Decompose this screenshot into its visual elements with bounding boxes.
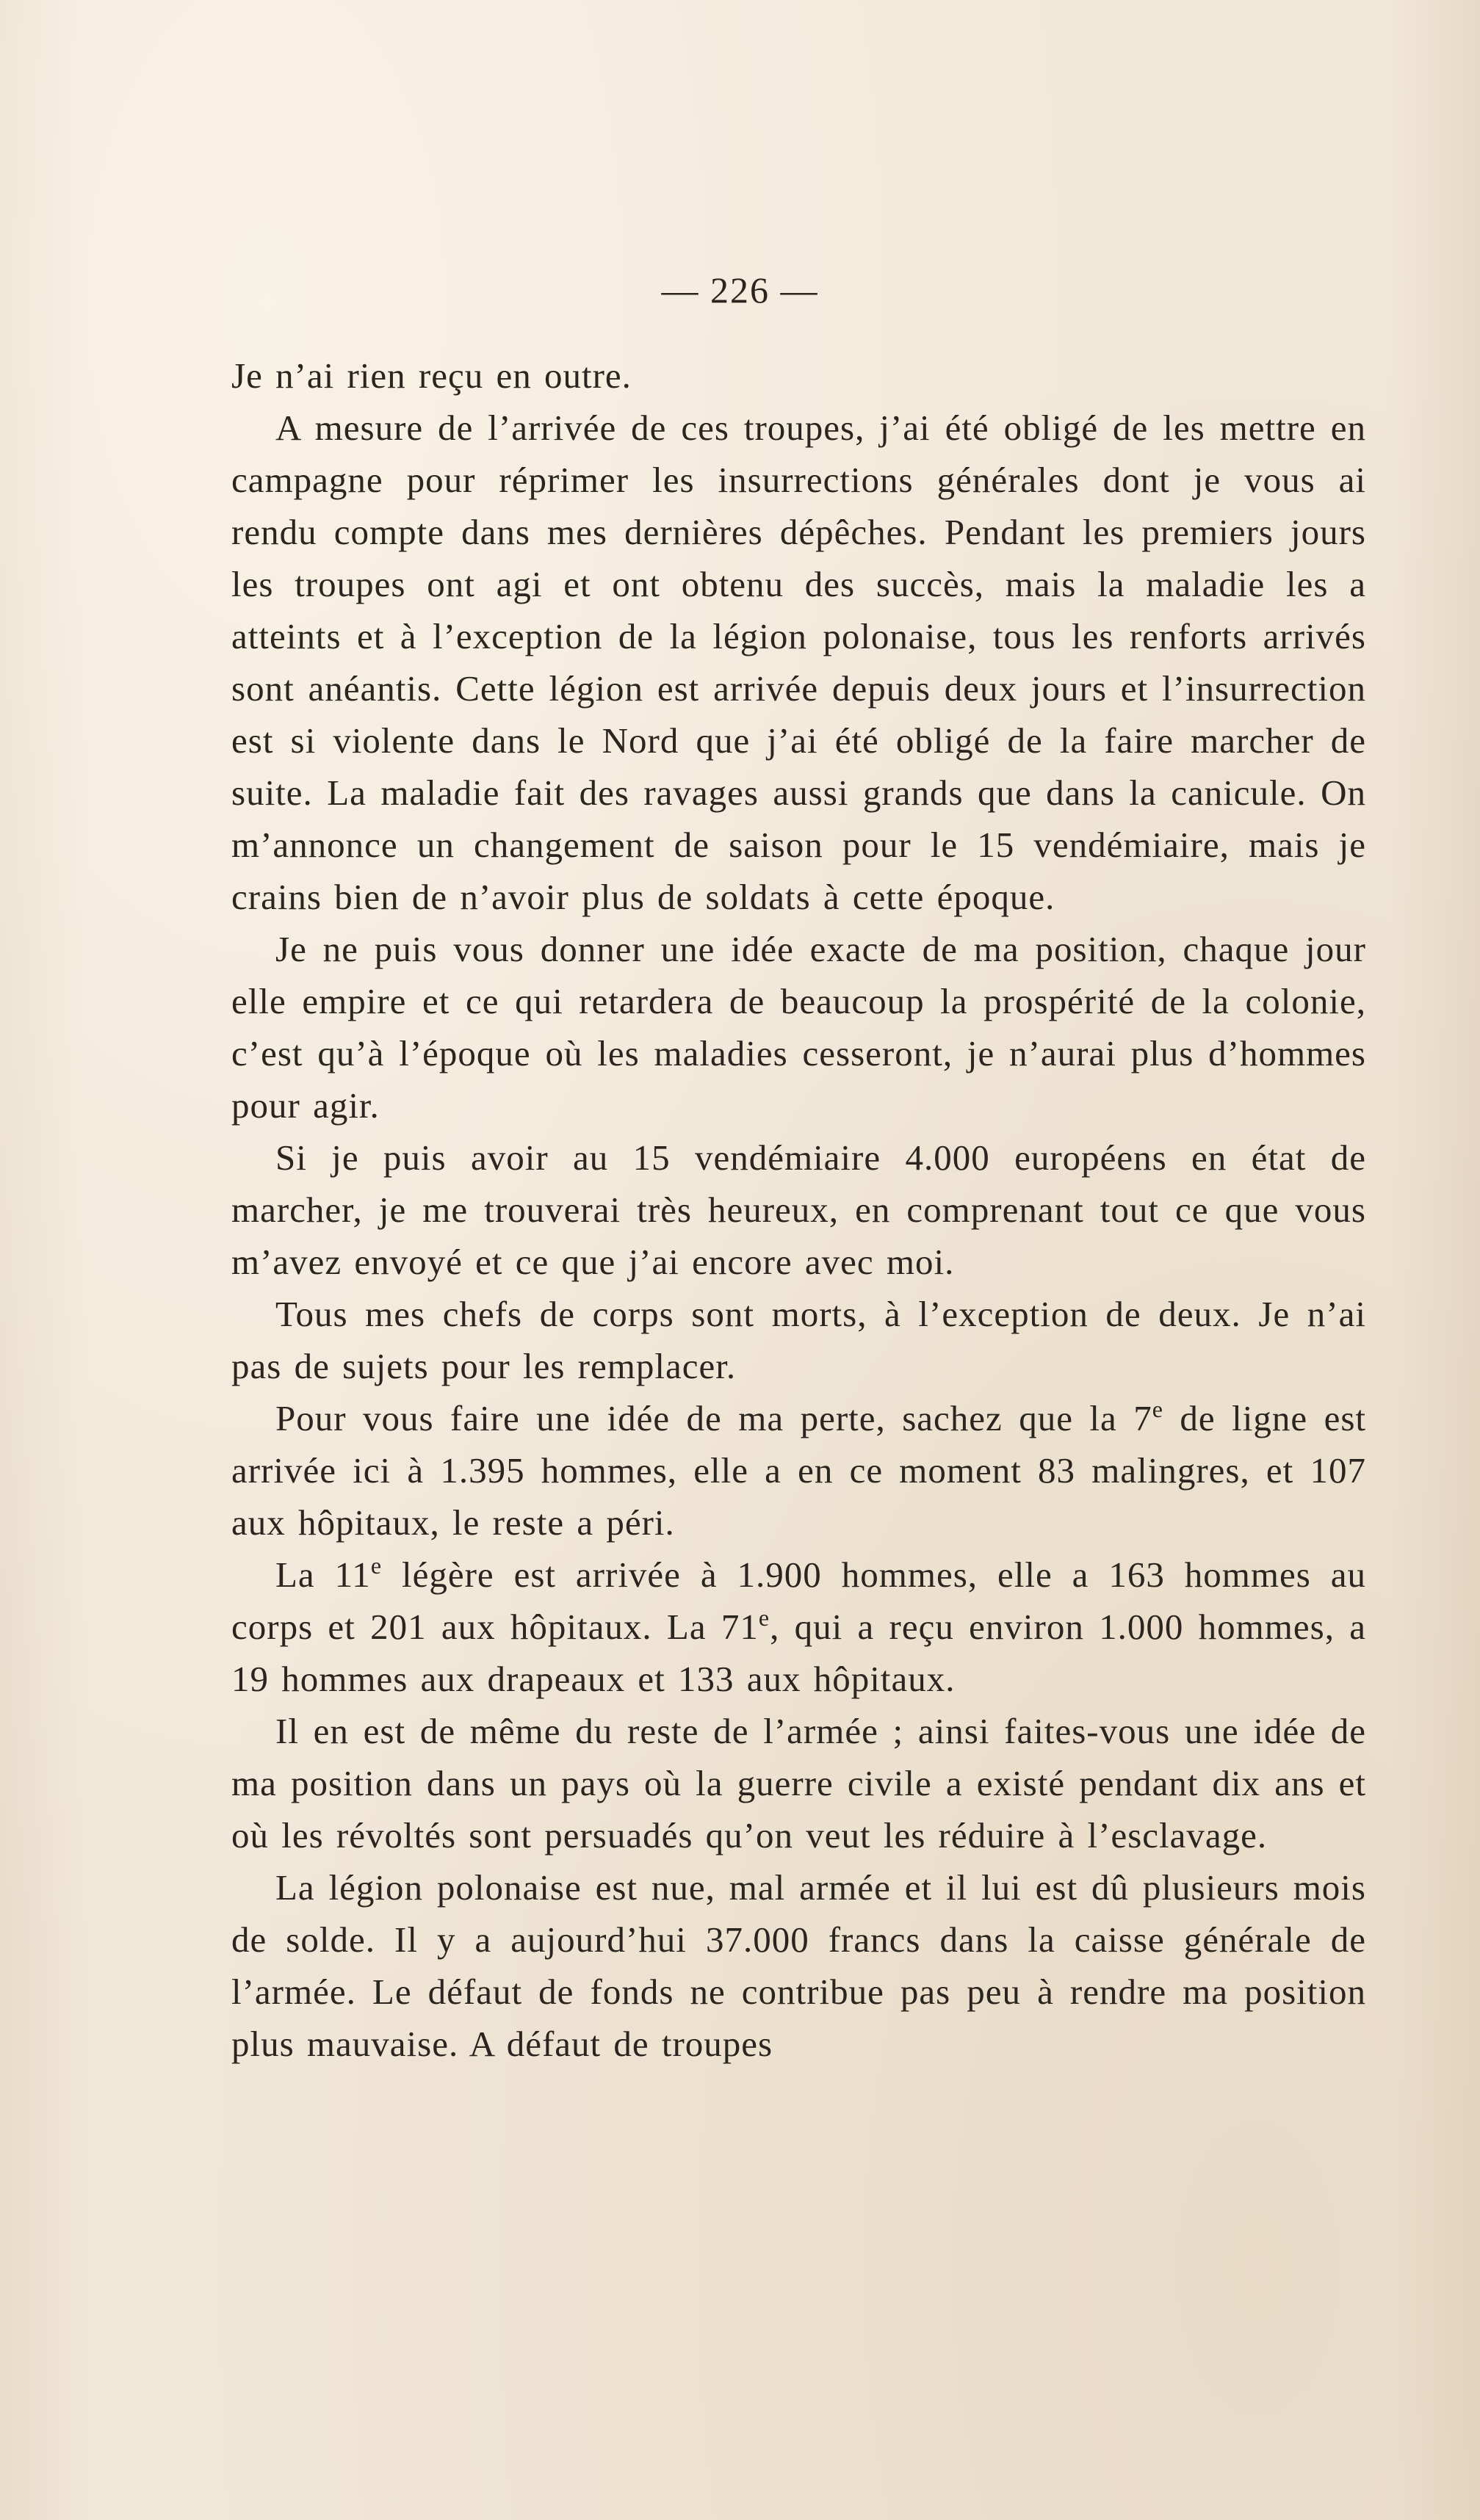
body-text bbox=[231, 350, 1366, 2070]
paragraph-2: A mesure de l’arrivée de ces troupes, j’ai été obligé de les mettre en campagne pour réprimer les insurrections générales dont je vous ai rendu compte dans mes dernières dépêches. Pendant les premiers jours les troupes ont agi et ont obtenu des succès, mais la maladie les a atteints et à l’exception de la légion polonaise, tous les renforts arrivés sont anéantis. Cette légion est arrivée depuis deux jours et l’insurrection est si violente dans le Nord que j’ai été obligé de la faire marcher de suite. La maladie fait des ravages aussi grands que dans la canicule. On m’annonce un changement de saison pour le 15 vendémiaire, mais je crains bien de n’avoir plus de soldats à cette époque. bbox=[231, 408, 1366, 917]
page-number: — 226 — bbox=[661, 269, 819, 311]
paragraph-7-text-middle: légère est arrivée à 1.900 hommes, elle a 163 hommes au corps et 201 aux hôpitaux. La 71 bbox=[231, 1554, 1366, 1647]
paragraph-4: Si je puis avoir au 15 vendémiaire 4.000 européens en état de marcher, je me trouverai très heureux, en comprenant tout ce que vous m’avez envoyé et ce que j’ai encore avec moi. bbox=[231, 1137, 1366, 1282]
ordinal-superscript: e bbox=[758, 1604, 770, 1631]
paragraph-6 bbox=[231, 1392, 1366, 1549]
paragraph-6-text-before: Pour vous faire une idée de ma perte, sachez que la 7 bbox=[275, 1398, 1152, 1438]
paragraph-1: Je n’ai rien reçu en outre. bbox=[231, 355, 632, 396]
paragraph-7-text-before: La 11 bbox=[275, 1554, 371, 1595]
paragraph-7-text-after: , qui a reçu environ 1.000 hommes, a 19 hommes aux drapeaux et 133 aux hôpitaux. bbox=[231, 1607, 1366, 1699]
paragraph-5: Tous mes chefs de corps sont morts, à l’exception de deux. Je n’ai pas de sujets pour les remplacer. bbox=[231, 1294, 1366, 1386]
ordinal-superscript: e bbox=[1152, 1396, 1163, 1422]
paragraph-7 bbox=[231, 1549, 1366, 1705]
paragraph-6-text-after: de ligne est arrivée ici à 1.395 hommes, elle a en ce moment 83 malingres, et 107 aux hôpitaux, le reste a péri. bbox=[231, 1398, 1367, 1543]
ordinal-superscript: e bbox=[370, 1552, 383, 1579]
paragraph-9: La légion polonaise est nue, mal armée et il lui est dû plusieurs mois de solde. Il y a aujourd’hui 37.000 francs dans la caisse générale de l’armée. Le défaut de fonds ne contribue pas peu à rendre ma position plus mauvaise. A défaut de troupes bbox=[231, 1867, 1366, 2064]
paragraph-3: Je ne puis vous donner une idée exacte de ma position, chaque jour elle empire et ce qui retardera de beaucoup la prospérité de la colonie, c’est qu’à l’époque où les maladies cesseront, je n’aurai plus d’hommes pour agir. bbox=[231, 929, 1366, 1126]
paragraph-8: Il en est de même du reste de l’armée ; ainsi faites-vous une idée de ma position dans un pays où la guerre civile a existé pendant dix ans et où les révoltés sont persuadés qu’on veut les réduire à l’esclavage. bbox=[231, 1711, 1366, 1855]
